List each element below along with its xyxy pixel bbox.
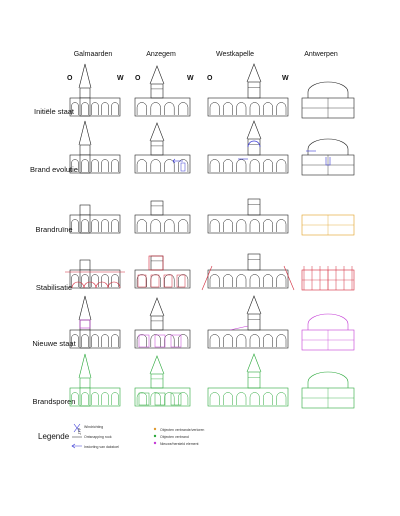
column-header-antwerpen: Antwerpen [304, 51, 338, 58]
westkapelle-nave-0 [208, 98, 288, 116]
galmaarden-nave-4-window [72, 335, 79, 347]
galmaarden-nave-4-window [112, 335, 119, 347]
galmaarden-tower-0-spire [79, 64, 91, 88]
orientation-east-1: O [67, 75, 73, 82]
anzegem-tower-5 [151, 374, 163, 388]
westkapelle-nave-5-window [210, 392, 219, 405]
legend-compass-letters: ALT [77, 428, 82, 436]
westkapelle-nave-2-window [250, 220, 259, 233]
westkapelle-nave-2-window [237, 220, 246, 233]
column-header-westkapelle: Westkapelle [215, 51, 254, 58]
anzegem-new-window [171, 335, 181, 347]
galmaarden-nave-0-window [72, 103, 79, 116]
antwerpen-dome-4 [308, 314, 348, 330]
row-label-stabilisatie: Stabilisatie [35, 283, 73, 292]
westkapelle-nave-1-window [237, 160, 246, 173]
legend-dot-burnt [154, 435, 156, 437]
westkapelle-nave-0-window [210, 102, 219, 115]
galmaarden-nave-1-window [112, 160, 119, 173]
legend-item-wind: Windrichting [84, 425, 104, 429]
westkapelle-tower-0 [248, 82, 260, 98]
westkapelle-tower-5-spire [247, 354, 261, 372]
orientation-east-3: O [207, 75, 213, 82]
westkapelle-nave-0-window [250, 103, 259, 116]
galmaarden-nave-0 [70, 98, 120, 116]
westkapelle-nave-3-window [237, 274, 246, 287]
westkapelle-tower-5 [248, 372, 260, 388]
westkapelle-nave-4 [208, 330, 288, 348]
westkapelle-nave-2-window [263, 220, 272, 232]
galmaarden-nave-1-window [82, 160, 89, 173]
westkapelle-nave-1-window [250, 160, 259, 173]
westkapelle-new-roof [230, 326, 248, 330]
westkapelle-nave-2-window [210, 220, 219, 233]
westkapelle-nave-1-window [277, 160, 286, 173]
row-label-brandruine: Brandruïne [35, 225, 73, 234]
westkapelle-tower-4 [248, 314, 260, 330]
galmaarden-nave-1-window [92, 160, 99, 173]
anzegem-trace [171, 393, 181, 405]
galmaarden-nave-1-window [72, 160, 79, 173]
westkapelle-nave-1-window [223, 160, 232, 173]
galmaarden-nave-4-window [102, 335, 109, 347]
westkapelle-nave-5-window [237, 392, 246, 405]
galmaarden-stability-arch [96, 282, 108, 288]
galmaarden-tower-5-spire [79, 354, 91, 378]
westkapelle-nave-1-window [263, 160, 272, 172]
anzegem-nave-2 [135, 215, 190, 233]
anzegem-nave-0-window [165, 102, 175, 115]
westkapelle-tower-3 [248, 254, 260, 270]
galmaarden-nave-4-window [82, 335, 89, 347]
anzegem-nave-1-window [151, 160, 161, 173]
galmaarden-nave-5 [70, 388, 120, 406]
galmaarden-new-element [80, 320, 90, 328]
westkapelle-nave-5-window [263, 393, 272, 405]
galmaarden-nave-2-window [92, 220, 99, 233]
westkapelle-nave-4-window [250, 334, 259, 347]
anzegem-nave-4-window [178, 335, 188, 348]
westkapelle-nave-2-window [223, 220, 232, 233]
anzegem-nave-1-window [165, 160, 175, 173]
anzegem-stability-frame [151, 275, 159, 287]
westkapelle-nave-3-window [263, 275, 272, 287]
anzegem-nave-3-window [178, 275, 188, 288]
westkapelle-nave-4-window [277, 334, 286, 347]
galmaarden-nave-5-window [82, 393, 89, 406]
westkapelle-tower-0-spire [247, 64, 261, 82]
westkapelle-nave-1 [208, 155, 288, 173]
anzegem-tower-1 [151, 141, 163, 155]
westkapelle-nave-1-window [210, 160, 219, 173]
westkapelle-nave-4-window [263, 335, 272, 347]
westkapelle-nave-3-window [223, 275, 232, 288]
galmaarden-nave-2-window [82, 220, 89, 233]
westkapelle-nave-3-window [277, 275, 286, 288]
orientation-west-3: W [282, 75, 289, 82]
legend-dot-new [154, 442, 156, 444]
galmaarden-nave-0-window [112, 103, 119, 116]
westkapelle-nave-5 [208, 388, 288, 406]
row-label-initiele-staat: Initiële staat [33, 107, 75, 116]
anzegem-nave-2-window [137, 220, 147, 233]
row-label-brand-evolutie: Brand evolutie [30, 165, 78, 174]
legend-item-burnt-lost: Objecten verbrande/verloren [160, 428, 205, 432]
westkapelle-nave-3 [208, 270, 288, 288]
anzegem-nave-2-window [151, 220, 161, 233]
anzegem-nave-4-window [151, 335, 161, 348]
legend-dot-burnt-lost [154, 428, 156, 430]
westkapelle-nave-4-window [237, 335, 246, 348]
legend-item-collapse: Instorting van dakstoel [84, 445, 120, 449]
anzegem-nave-0-window [178, 102, 188, 115]
galmaarden-nave-2-window [112, 220, 119, 233]
galmaarden-tower-1-spire [79, 121, 91, 145]
galmaarden-nave-2-window [102, 220, 109, 233]
westkapelle-nave-0-window [237, 102, 246, 115]
legend-item-smoke: Ontsnapping rook [84, 435, 112, 439]
anzegem-nave-1-window [178, 160, 188, 173]
legend-collapse-arrow [72, 444, 82, 448]
westkapelle-tower-4-spire [247, 296, 261, 314]
anzegem-nave-5-window [151, 393, 161, 406]
anzegem-new-window [139, 335, 149, 347]
anzegem-tower-5-spire [150, 356, 164, 374]
galmaarden-nave-4 [70, 330, 120, 348]
westkapelle-nave-4-window [210, 335, 219, 348]
galmaarden-nave-5-window [112, 393, 119, 406]
antwerpen-dome-0 [308, 82, 348, 98]
westkapelle-nave-4-window [223, 334, 232, 347]
westkapelle-fire-arc [248, 141, 260, 147]
galmaarden-stability-arch [108, 282, 120, 288]
antwerpen-dome-5 [308, 372, 348, 388]
galmaarden-nave-2 [70, 215, 120, 233]
westkapelle-nave-0-window [277, 103, 286, 116]
anzegem-nave-5-window [165, 393, 175, 406]
galmaarden-nave-3-window [112, 275, 119, 288]
galmaarden-nave-3 [70, 270, 120, 288]
galmaarden-stability-arch [72, 282, 84, 288]
westkapelle-tower-2 [248, 199, 260, 215]
anzegem-nave-5-window [178, 393, 188, 406]
anzegem-tower-1-spire [150, 123, 164, 141]
westkapelle-nave-2 [208, 215, 288, 233]
anzegem-tower-2 [151, 201, 163, 215]
galmaarden-nave-5-window [72, 393, 79, 406]
westkapelle-nave-5-window [223, 392, 232, 405]
row-label-brandsporen: Brandsporen [32, 397, 76, 406]
anzegem-stability-frame [138, 275, 146, 287]
westkapelle-nave-3-window [210, 274, 219, 287]
anzegem-nave-5 [135, 388, 190, 406]
anzegem-nave-4-window [137, 335, 147, 348]
anzegem-nave-1-window [137, 160, 147, 173]
row-label-nieuwe-staat: Nieuwe staat [32, 339, 76, 348]
galmaarden-nave-1 [70, 155, 120, 173]
anzegem-nave-4 [135, 330, 190, 348]
orientation-east-2: O [135, 75, 141, 82]
anzegem-nave-1 [135, 155, 190, 173]
anzegem-trace [139, 393, 149, 405]
galmaarden-nave-0-window [92, 103, 99, 116]
westkapelle-nave-3-window [250, 275, 259, 288]
anzegem-tower-0 [151, 84, 163, 98]
anzegem-fire-mark [181, 163, 185, 171]
westkapelle-nave-5-window [277, 392, 286, 405]
galmaarden-tower-4-spire [79, 296, 91, 320]
galmaarden-nave-4-window [92, 335, 99, 347]
westkapelle-nave-0-window [223, 103, 232, 116]
anzegem-nave-4-window [165, 335, 175, 348]
anzegem-tower-3 [151, 256, 163, 270]
legend-title: Legende [38, 432, 70, 441]
orientation-west-2: W [187, 75, 194, 82]
anzegem-nave-3 [135, 270, 190, 288]
anzegem-nave-2-window [165, 220, 175, 233]
westkapelle-nave-0-window [263, 103, 272, 115]
orientation-west-1: W [117, 75, 124, 82]
anzegem-nave-0-window [151, 102, 161, 115]
westkapelle-brace-right [284, 266, 294, 290]
anzegem-nave-3-window [137, 275, 147, 288]
anzegem-nave-2-window [178, 220, 188, 233]
legend-item-burnt: Objecten verbrand [160, 435, 189, 439]
westkapelle-nave-2-window [277, 220, 286, 233]
galmaarden-nave-2-window [72, 220, 79, 233]
column-header-anzegem: Anzegem [146, 51, 176, 58]
anzegem-tower-4-spire [150, 298, 164, 316]
westkapelle-brace-left [202, 266, 212, 290]
anzegem-nave-0-window [137, 102, 147, 115]
galmaarden-nave-5-window [102, 393, 109, 406]
westkapelle-tower-1-spire [247, 121, 261, 139]
antwerpen-dome-1 [308, 139, 348, 155]
column-header-galmaarden: Galmaarden [73, 51, 113, 58]
anzegem-nave-5-window [137, 393, 147, 406]
anzegem-nave-3-window [165, 275, 175, 288]
galmaarden-nave-0-window [102, 103, 109, 116]
galmaarden-nave-5-window [92, 393, 99, 406]
anzegem-nave-0 [135, 98, 190, 116]
legend-item-new: Nieuwe/hersteld element [160, 442, 199, 446]
galmaarden-nave-1-window [102, 160, 109, 173]
westkapelle-nave-5-window [250, 392, 259, 405]
anzegem-tower-0-spire [150, 66, 164, 84]
anzegem-tower-4 [151, 316, 163, 330]
galmaarden-nave-0-window [82, 103, 89, 116]
